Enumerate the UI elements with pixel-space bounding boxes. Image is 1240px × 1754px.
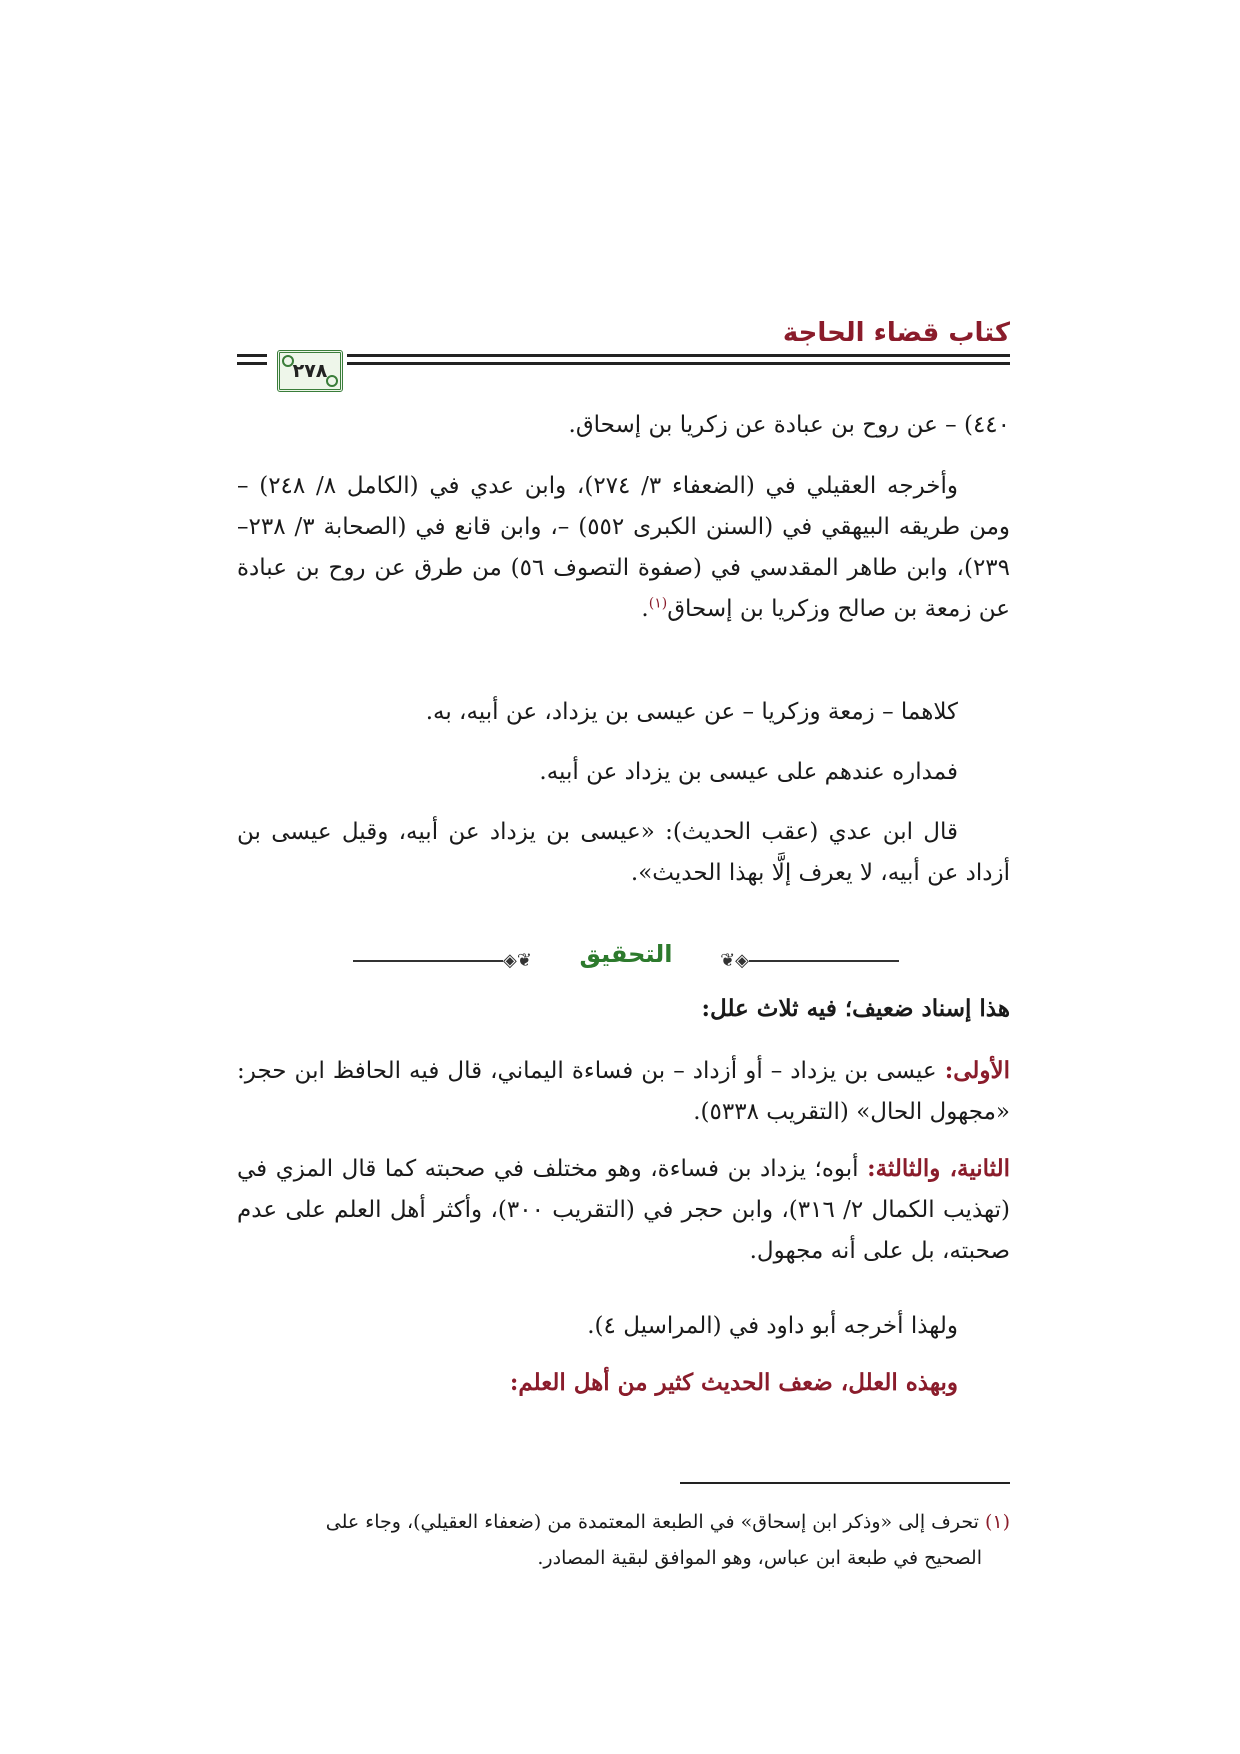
- p2-end: .: [641, 596, 649, 622]
- p1-text: ٤٤٠) – عن روح بن عبادة عن زكريا بن إسحاق.: [568, 412, 1010, 438]
- p5-line1: قال ابن عدي (عقب الحديث): «عيسى بن يزداد عن أبيه، وقيل عيسى بن: [237, 819, 958, 845]
- header-rule-left-top: [237, 354, 267, 357]
- divider-title: التحقيق: [579, 940, 673, 968]
- p7-line2: ابن حجر: «مجهول الحال» (التقريب ٥٣٣٨).: [237, 1058, 1010, 1125]
- p2-line3: (الصحابة ٣/ ٢٣٨– ٢٣٩)، وابن طاهر المقدسي في (صفوة التصوف ٥٦): [237, 514, 1010, 581]
- running-header: [237, 318, 1010, 388]
- page-number-badge: [277, 350, 343, 392]
- page-number: ٢٧٨: [292, 360, 328, 382]
- footnote-ref[interactable]: (١): [648, 595, 668, 612]
- header-rule-left-bottom: [237, 362, 267, 365]
- paragraph-hadith-number: [237, 405, 1010, 446]
- divider-ornament-left-icon: ◈❦: [503, 950, 532, 971]
- p6-text: هذا إسناد ضعيف؛ فيه ثلاث علل:: [701, 995, 1010, 1022]
- paragraph-takhrij: [237, 466, 1010, 630]
- p7-line1: عيسى بن يزداد – أو أزداد – بن فساءة اليماني، قال فيه الحافظ: [332, 1058, 937, 1084]
- paragraph-first-illa: [237, 1050, 1010, 1133]
- p2-line1: وأخرجه العقيلي في (الضعفاء ٣/ ٢٧٤)، وابن عدي في (الكامل ٨/: [316, 473, 958, 499]
- footnote-separator: [680, 1482, 1010, 1484]
- p10-text: وبهذه العلل، ضعف الحديث كثير من أهل العلم:: [509, 1369, 958, 1396]
- second-third-label: الثانية، والثالثة:: [867, 1155, 1011, 1182]
- p3-text: كلاهما – زمعة وزكريا – عن عيسى بن يزداد، عن أبيه، به.: [425, 699, 958, 725]
- book-title: كتاب قضاء الحاجة: [782, 318, 1010, 348]
- section-divider: [353, 940, 899, 980]
- footnote-number: (١): [984, 1511, 1010, 1533]
- paragraph-weakened-by: [237, 1362, 1010, 1403]
- footnote-line2: الصحيح في طبعة ابن عباس، وهو الموافق لبقية المصادر.: [537, 1547, 982, 1569]
- paragraph-second-third-illa: [237, 1148, 1010, 1272]
- p4-text: فمداره عندهم على عيسى بن يزداد عن أبيه.: [539, 759, 958, 785]
- paragraph-abu-dawud: [237, 1306, 1010, 1347]
- p8-line2: المزي في (تهذيب الكمال ٢/ ٣١٦)، وابن حجر في (التقريب ٣٠٠)،: [237, 1156, 1010, 1223]
- first-label: الأولى:: [944, 1057, 1011, 1084]
- p8-line1: أبوه؛ يزداد بن فساءة، وهو مختلف في صحبته كما قال: [341, 1156, 859, 1182]
- paragraph-both: [237, 692, 1010, 733]
- paragraph-madar: [237, 752, 1010, 793]
- p2-line2: ٢٤٨) – ومن طريقه البيهقي في (السنن الكبرى ٥٥٢) –، وابن قانع في: [237, 473, 1011, 540]
- divider-ornament-right-icon: ❦◈: [720, 950, 749, 971]
- header-rule-bottom: [347, 362, 1010, 365]
- paragraph-isnad-weak: [237, 988, 1010, 1029]
- p2-line4: من طرق عن روح بن عبادة عن زمعة بن صالح وزكريا بن إسحاق: [237, 555, 1010, 622]
- header-rule-top: [347, 354, 1010, 357]
- footnote: [237, 1504, 1010, 1576]
- p5-line2: أزداد عن أبيه، لا يعرف إلَّا بهذا الحديث».: [630, 860, 1010, 886]
- p8-line3: وأكثر أهل العلم على عدم صحبته، بل على أنه مجهول.: [237, 1197, 1010, 1264]
- footnote-line1: تحرف إلى «وذكر ابن إسحاق» في الطبعة المعتمدة من (ضعفاء العقيلي)، وجاء على: [325, 1511, 979, 1533]
- p9-text: ولهذا أخرجه أبو داود في (المراسيل ٤).: [587, 1313, 958, 1339]
- paragraph-ibn-adi: [237, 812, 1010, 894]
- divider-line-right: [749, 960, 899, 962]
